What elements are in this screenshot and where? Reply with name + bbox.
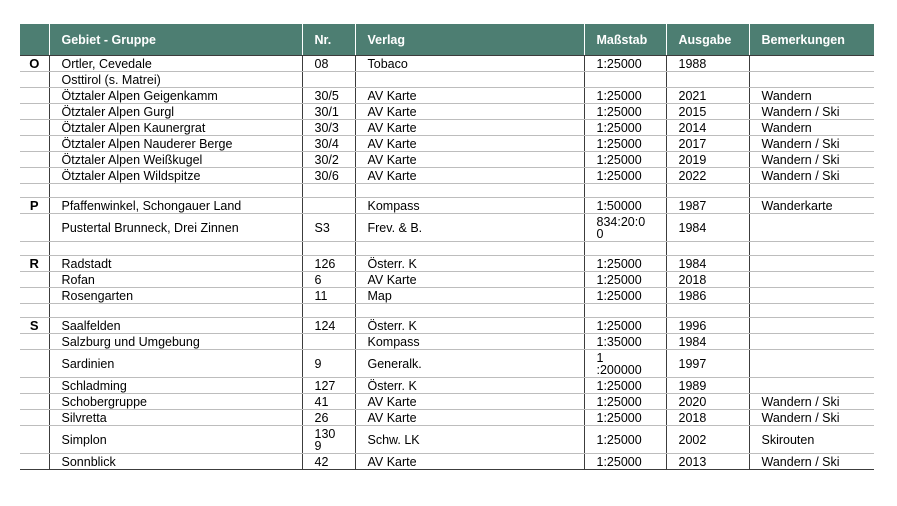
header-nr: Nr.	[302, 24, 355, 56]
cell-gebiet: Osttirol (s. Matrei)	[49, 72, 302, 88]
empty-cell	[49, 304, 302, 318]
cell-nr: 08	[302, 56, 355, 72]
cell-gebiet: Ötztaler Alpen Weißkugel	[49, 152, 302, 168]
cell-ausgabe: 1984	[666, 334, 749, 350]
cell-massstab: 1:25000	[584, 288, 666, 304]
cell-massstab: 1:25000	[584, 168, 666, 184]
cell-bemerkungen	[749, 72, 874, 88]
cell-massstab: 1:25000	[584, 410, 666, 426]
cell-letter	[20, 152, 49, 168]
cell-bemerkungen: Wandern	[749, 120, 874, 136]
empty-cell	[584, 304, 666, 318]
cell-verlag: Österr. K	[355, 256, 584, 272]
cell-verlag: Kompass	[355, 198, 584, 214]
cell-bemerkungen	[749, 318, 874, 334]
cell-nr: 11	[302, 288, 355, 304]
cell-bemerkungen: Wandern / Ski	[749, 410, 874, 426]
cell-massstab: 1:25000	[584, 152, 666, 168]
cell-ausgabe: 1997	[666, 350, 749, 378]
cell-letter: S	[20, 318, 49, 334]
cell-bemerkungen: Wandern / Ski	[749, 168, 874, 184]
cell-massstab: 1:25000	[584, 394, 666, 410]
cell-gebiet: Pustertal Brunneck, Drei Zinnen	[49, 214, 302, 242]
cell-massstab: 1:35000	[584, 334, 666, 350]
cell-ausgabe: 2013	[666, 454, 749, 470]
empty-cell	[666, 184, 749, 198]
cell-gebiet: Rofan	[49, 272, 302, 288]
table-row	[20, 394, 874, 410]
cell-verlag: Kompass	[355, 334, 584, 350]
cell-massstab	[584, 72, 666, 88]
table-row	[20, 454, 874, 470]
cell-gebiet: Rosengarten	[49, 288, 302, 304]
cell-massstab: 1:25000	[584, 272, 666, 288]
cell-letter	[20, 72, 49, 88]
cell-ausgabe: 1984	[666, 256, 749, 272]
cell-letter	[20, 454, 49, 470]
cell-massstab: 1:25000	[584, 104, 666, 120]
spacer-row	[20, 184, 874, 198]
empty-cell	[355, 184, 584, 198]
cell-ausgabe: 2017	[666, 136, 749, 152]
empty-cell	[749, 184, 874, 198]
cell-bemerkungen	[749, 288, 874, 304]
cell-letter	[20, 214, 49, 242]
cell-bemerkungen	[749, 334, 874, 350]
cell-nr: 6	[302, 272, 355, 288]
cell-nr: 130 9	[302, 426, 355, 454]
table-row	[20, 136, 874, 152]
cell-massstab: 1:25000	[584, 56, 666, 72]
table-row	[20, 214, 874, 242]
cell-nr: 30/2	[302, 152, 355, 168]
empty-cell	[749, 304, 874, 318]
cell-massstab: 1:25000	[584, 120, 666, 136]
header-bemerkungen: Bemerkungen	[749, 24, 874, 56]
cell-massstab: 1 :200000	[584, 350, 666, 378]
cell-letter	[20, 394, 49, 410]
cell-nr: 30/6	[302, 168, 355, 184]
table-row	[20, 198, 874, 214]
cell-massstab: 1:25000	[584, 256, 666, 272]
cell-massstab: 1:25000	[584, 378, 666, 394]
cell-nr: 26	[302, 410, 355, 426]
cell-massstab: 1:25000	[584, 318, 666, 334]
cell-gebiet: Sardinien	[49, 350, 302, 378]
cell-ausgabe: 2021	[666, 88, 749, 104]
empty-cell	[355, 304, 584, 318]
cell-ausgabe: 2002	[666, 426, 749, 454]
cell-ausgabe: 2019	[666, 152, 749, 168]
cell-ausgabe: 1986	[666, 288, 749, 304]
cell-bemerkungen	[749, 214, 874, 242]
cell-nr	[302, 72, 355, 88]
cell-letter: O	[20, 56, 49, 72]
cell-gebiet: Salzburg und Umgebung	[49, 334, 302, 350]
header-massstab: Maßstab	[584, 24, 666, 56]
cell-bemerkungen	[749, 56, 874, 72]
cell-nr: 124	[302, 318, 355, 334]
table-row	[20, 426, 874, 454]
cell-bemerkungen: Wandern / Ski	[749, 136, 874, 152]
table-row	[20, 288, 874, 304]
cell-verlag: Frev. & B.	[355, 214, 584, 242]
cell-verlag: AV Karte	[355, 454, 584, 470]
cell-verlag: Schw. LK	[355, 426, 584, 454]
table-row	[20, 272, 874, 288]
cell-ausgabe: 2018	[666, 272, 749, 288]
cell-verlag: Tobaco	[355, 56, 584, 72]
cell-verlag: AV Karte	[355, 136, 584, 152]
empty-cell	[584, 242, 666, 256]
cell-bemerkungen	[749, 256, 874, 272]
spacer-row	[20, 304, 874, 318]
cell-bemerkungen	[749, 378, 874, 394]
cell-ausgabe: 2015	[666, 104, 749, 120]
cell-nr	[302, 334, 355, 350]
cell-ausgabe: 1996	[666, 318, 749, 334]
empty-cell	[20, 304, 49, 318]
cell-letter	[20, 136, 49, 152]
cell-gebiet: Ötztaler Alpen Nauderer Berge	[49, 136, 302, 152]
cell-letter: P	[20, 198, 49, 214]
cell-bemerkungen	[749, 272, 874, 288]
cell-bemerkungen: Wandern / Ski	[749, 152, 874, 168]
empty-cell	[666, 242, 749, 256]
header-ausgabe: Ausgabe	[666, 24, 749, 56]
cell-massstab: 1:25000	[584, 426, 666, 454]
table-row	[20, 72, 874, 88]
cell-verlag: Map	[355, 288, 584, 304]
empty-cell	[355, 242, 584, 256]
cell-verlag: AV Karte	[355, 120, 584, 136]
cell-gebiet: Ortler, Cevedale	[49, 56, 302, 72]
cell-nr: 41	[302, 394, 355, 410]
cell-verlag: AV Karte	[355, 104, 584, 120]
cell-verlag: AV Karte	[355, 272, 584, 288]
cell-bemerkungen: Skirouten	[749, 426, 874, 454]
cell-verlag: AV Karte	[355, 152, 584, 168]
cell-nr	[302, 198, 355, 214]
cell-gebiet: Radstadt	[49, 256, 302, 272]
cell-verlag: Generalk.	[355, 350, 584, 378]
cell-bemerkungen: Wanderkarte	[749, 198, 874, 214]
cell-letter	[20, 168, 49, 184]
cell-ausgabe: 2022	[666, 168, 749, 184]
cell-nr: 42	[302, 454, 355, 470]
table-row	[20, 350, 874, 378]
cell-letter: R	[20, 256, 49, 272]
cell-letter	[20, 104, 49, 120]
cell-nr: 126	[302, 256, 355, 272]
cell-bemerkungen: Wandern / Ski	[749, 394, 874, 410]
empty-cell	[302, 242, 355, 256]
cell-letter	[20, 88, 49, 104]
table-row	[20, 256, 874, 272]
table-row	[20, 104, 874, 120]
cell-nr: 9	[302, 350, 355, 378]
cell-ausgabe: 2014	[666, 120, 749, 136]
cell-letter	[20, 334, 49, 350]
cell-nr: S3	[302, 214, 355, 242]
empty-cell	[584, 184, 666, 198]
spacer-row	[20, 242, 874, 256]
table-row	[20, 378, 874, 394]
cell-ausgabe: 1989	[666, 378, 749, 394]
table-row	[20, 168, 874, 184]
cell-nr: 30/4	[302, 136, 355, 152]
cell-verlag: AV Karte	[355, 88, 584, 104]
table-body	[20, 56, 874, 470]
cell-letter	[20, 288, 49, 304]
cell-verlag: AV Karte	[355, 394, 584, 410]
cell-ausgabe: 1987	[666, 198, 749, 214]
cell-letter	[20, 120, 49, 136]
cell-massstab: 1:25000	[584, 136, 666, 152]
header-verlag: Verlag	[355, 24, 584, 56]
cell-gebiet: Ötztaler Alpen Kaunergrat	[49, 120, 302, 136]
cell-bemerkungen	[749, 350, 874, 378]
empty-cell	[49, 184, 302, 198]
cell-verlag: Österr. K	[355, 378, 584, 394]
cell-nr: 30/5	[302, 88, 355, 104]
cell-nr: 30/1	[302, 104, 355, 120]
empty-cell	[302, 304, 355, 318]
cell-bemerkungen: Wandern / Ski	[749, 454, 874, 470]
cell-verlag: AV Karte	[355, 410, 584, 426]
cell-nr: 127	[302, 378, 355, 394]
cell-nr: 30/3	[302, 120, 355, 136]
cell-gebiet: Simplon	[49, 426, 302, 454]
empty-cell	[666, 304, 749, 318]
cell-letter	[20, 350, 49, 378]
table-row	[20, 120, 874, 136]
cell-verlag: Österr. K	[355, 318, 584, 334]
table-row	[20, 410, 874, 426]
empty-cell	[302, 184, 355, 198]
cell-ausgabe: 2018	[666, 410, 749, 426]
cell-ausgabe: 2020	[666, 394, 749, 410]
cell-verlag: AV Karte	[355, 168, 584, 184]
table-row	[20, 152, 874, 168]
empty-cell	[49, 242, 302, 256]
table-row	[20, 56, 874, 72]
cell-gebiet: Sonnblick	[49, 454, 302, 470]
header-gebiet: Gebiet - Gruppe	[49, 24, 302, 56]
cell-letter	[20, 272, 49, 288]
cell-bemerkungen: Wandern	[749, 88, 874, 104]
empty-cell	[20, 242, 49, 256]
cell-gebiet: Saalfelden	[49, 318, 302, 334]
cell-gebiet: Silvretta	[49, 410, 302, 426]
cell-gebiet: Schladming	[49, 378, 302, 394]
cell-letter	[20, 410, 49, 426]
cell-letter	[20, 378, 49, 394]
table-row	[20, 334, 874, 350]
cell-bemerkungen: Wandern / Ski	[749, 104, 874, 120]
cell-massstab: 1:25000	[584, 454, 666, 470]
cell-ausgabe: 1984	[666, 214, 749, 242]
table-row	[20, 88, 874, 104]
empty-cell	[749, 242, 874, 256]
cell-massstab: 834:20:0 0	[584, 214, 666, 242]
cell-gebiet: Ötztaler Alpen Wildspitze	[49, 168, 302, 184]
empty-cell	[20, 184, 49, 198]
cell-gebiet: Pfaffenwinkel, Schongauer Land	[49, 198, 302, 214]
cell-letter	[20, 426, 49, 454]
cell-massstab: 1:25000	[584, 88, 666, 104]
cell-verlag	[355, 72, 584, 88]
cell-massstab: 1:50000	[584, 198, 666, 214]
map-catalog-table	[20, 24, 874, 470]
table-header-row	[20, 24, 874, 56]
cell-ausgabe	[666, 72, 749, 88]
cell-gebiet: Ötztaler Alpen Gurgl	[49, 104, 302, 120]
cell-gebiet: Ötztaler Alpen Geigenkamm	[49, 88, 302, 104]
table-row	[20, 318, 874, 334]
cell-ausgabe: 1988	[666, 56, 749, 72]
header-letter	[20, 24, 49, 56]
cell-gebiet: Schobergruppe	[49, 394, 302, 410]
